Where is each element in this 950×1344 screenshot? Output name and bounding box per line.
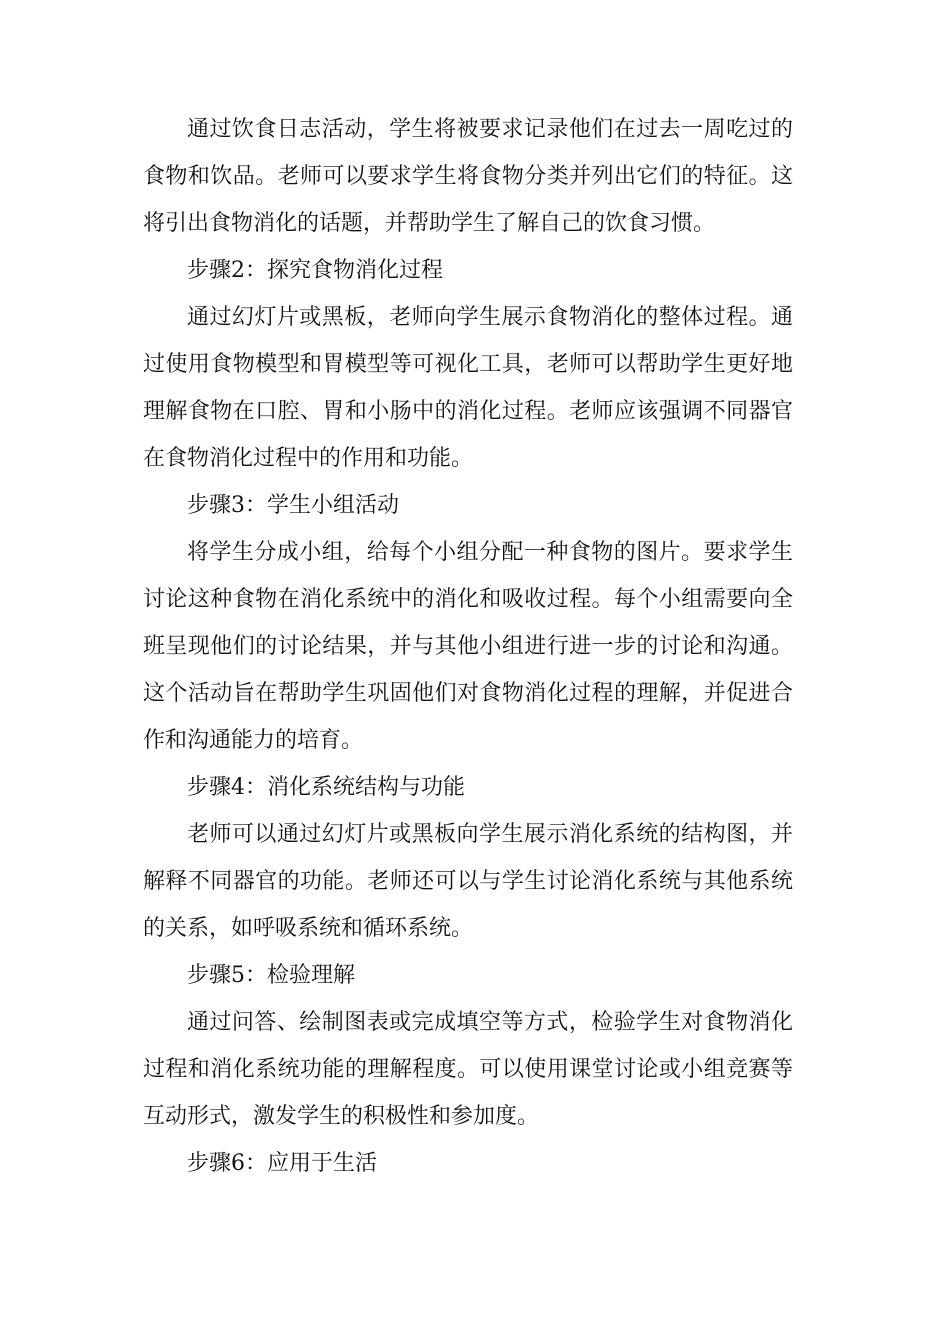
paragraph-diet-log: 通过饮食日志活动，学生将被要求记录他们在过去一周吃过的食物和饮品。老师可以要求学生将食物分类并列出它们的特征。这将引出食物消化的话题，并帮助学生了解自己的饮食习惯。 — [143, 117, 793, 236]
paragraph-digestion-process: 通过幻灯片或黑板，老师向学生展示食物消化的整体过程。通过使用食物模型和胃模型等可视化工具，老师可以帮助学生更好地理解食物在口腔、胃和小肠中的消化过程。老师应该强调不同器官在食物消化过程中的作用和功能。 — [143, 305, 793, 471]
paragraph-check-understanding: 通过问答、绘制图表或完成填空等方式，检验学生对食物消化过程和消化系统功能的理解程度。可以使用课堂讨论或小组竞赛等互动形式，激发学生的积极性和参加度。 — [143, 1010, 793, 1129]
paragraph-system-structure: 老师可以通过幻灯片或黑板向学生展示消化系统的结构图，并解释不同器官的功能。老师还可以与学生讨论消化系统与其他系统的关系，如呼吸系统和循环系统。 — [143, 822, 793, 941]
heading-step-3: 步骤3：学生小组活动 — [187, 493, 399, 518]
heading-step-2: 步骤2：探究食物消化过程 — [187, 258, 443, 283]
paragraph-group-activity: 将学生分成小组，给每个小组分配一种食物的图片。要求学生讨论这种食物在消化系统中的消化和吸收过程。每个小组需要向全班呈现他们的讨论结果，并与其他小组进行进一步的讨论和沟通。这个活动旨在帮助学生巩固他们对食物消化过程的理解，并促进合作和沟通能力的培育。 — [143, 540, 793, 753]
heading-step-6: 步骤6：应用于生活 — [187, 1151, 377, 1176]
heading-step-4: 步骤4：消化系统结构与功能 — [187, 775, 465, 800]
document-page — [143, 106, 793, 1187]
heading-step-5: 步骤5：检验理解 — [187, 963, 355, 988]
